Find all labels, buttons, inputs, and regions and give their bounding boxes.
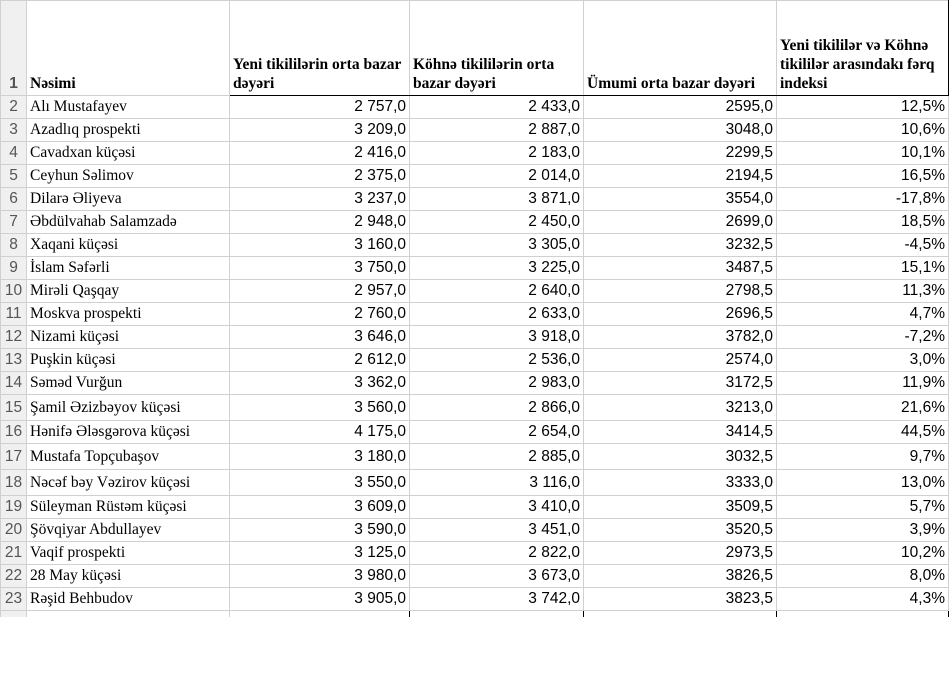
row-number[interactable]: 19 [1,496,27,519]
difference-cell[interactable]: -17,8% [777,188,949,211]
difference-cell[interactable]: 4,3% [777,588,949,611]
average-value-cell[interactable]: 3823,5 [584,588,777,611]
difference-cell[interactable]: 18,5% [777,211,949,234]
average-value-cell[interactable]: 2973,5 [584,542,777,565]
header-cell-total-average-value[interactable]: Ümumi orta bazar dəyəri [584,1,777,96]
header-cell-old-buildings-value[interactable]: Köhnə tikililərin orta bazar dəyəri [410,1,584,96]
difference-cell[interactable]: 9,7% [777,444,949,470]
new-value-cell[interactable]: 3 905,0 [230,588,410,611]
table-row [1,280,949,303]
old-value-cell[interactable]: 2 450,0 [410,211,584,234]
difference-cell[interactable]: 16,5% [777,165,949,188]
street-cell[interactable]: 28 May küçəsi [27,565,230,588]
difference-cell[interactable]: -7,2% [777,326,949,349]
table-row [1,234,949,257]
old-value-cell[interactable]: 3 742,0 [410,588,584,611]
new-value-cell[interactable]: 4 175,0 [230,421,410,444]
new-value-cell[interactable]: 3 750,0 [230,257,410,280]
difference-cell[interactable]: -4,5% [777,234,949,257]
new-value-cell[interactable]: 3 209,0 [230,119,410,142]
new-value-cell[interactable]: 3 362,0 [230,372,410,395]
average-value-cell[interactable]: 3509,5 [584,496,777,519]
average-value-cell[interactable]: 3520,5 [584,519,777,542]
row-number[interactable]: 4 [1,142,27,165]
row-number[interactable]: 3 [1,119,27,142]
new-value-cell[interactable]: 2 757,0 [230,96,410,119]
table-row [1,349,949,372]
street-cell[interactable]: Puşkin küçəsi [27,349,230,372]
table-row [1,395,949,421]
table-row [1,519,949,542]
empty-cell[interactable] [230,611,410,618]
new-value-cell[interactable]: 3 646,0 [230,326,410,349]
new-value-cell[interactable]: 2 760,0 [230,303,410,326]
table-row [1,372,949,395]
average-value-cell[interactable]: 2699,0 [584,211,777,234]
row-number[interactable]: 1 [1,1,27,96]
partial-row [1,611,949,618]
row-number[interactable]: 21 [1,542,27,565]
old-value-cell[interactable]: 2 633,0 [410,303,584,326]
table-row [1,588,949,611]
difference-cell[interactable]: 10,2% [777,542,949,565]
new-value-cell[interactable]: 2 375,0 [230,165,410,188]
average-value-cell[interactable]: 3032,5 [584,444,777,470]
new-value-cell[interactable]: 3 609,0 [230,496,410,519]
header-cell-difference-index[interactable]: Yeni tikililər və Köhnə tikililər arasındakı fərq indeksi [777,1,949,96]
old-value-cell[interactable]: 2 983,0 [410,372,584,395]
difference-cell[interactable]: 11,9% [777,372,949,395]
difference-cell[interactable]: 44,5% [777,421,949,444]
old-value-cell[interactable]: 3 918,0 [410,326,584,349]
table-row [1,542,949,565]
old-value-cell[interactable]: 2 822,0 [410,542,584,565]
table-row [1,444,949,470]
street-cell[interactable]: Nəcəf bəy Vəzirov küçəsi [27,470,230,496]
average-value-cell[interactable]: 3487,5 [584,257,777,280]
average-value-cell[interactable]: 3232,5 [584,234,777,257]
row-number[interactable]: 18 [1,470,27,496]
new-value-cell[interactable]: 2 612,0 [230,349,410,372]
row-number[interactable]: 22 [1,565,27,588]
old-value-cell[interactable]: 3 305,0 [410,234,584,257]
average-value-cell[interactable]: 2194,5 [584,165,777,188]
table-row [1,326,949,349]
difference-cell[interactable]: 5,7% [777,496,949,519]
row-number[interactable]: 12 [1,326,27,349]
street-cell[interactable]: İslam Səfərli [27,257,230,280]
difference-cell[interactable]: 8,0% [777,565,949,588]
difference-cell[interactable]: 15,1% [777,257,949,280]
old-value-cell[interactable]: 3 871,0 [410,188,584,211]
table-row [1,303,949,326]
street-cell[interactable]: Cavadxan küçəsi [27,142,230,165]
difference-cell[interactable]: 13,0% [777,470,949,496]
row-number[interactable]: 10 [1,280,27,303]
new-value-cell[interactable]: 3 550,0 [230,470,410,496]
table-row [1,119,949,142]
street-cell[interactable]: Əbdülvahab Salamzadə [27,211,230,234]
street-cell[interactable]: Alı Mustafayev [27,96,230,119]
street-cell[interactable]: Azadlıq prospekti [27,119,230,142]
new-value-cell[interactable]: 3 590,0 [230,519,410,542]
table-row [1,565,949,588]
average-value-cell[interactable]: 3782,0 [584,326,777,349]
street-cell[interactable]: Ceyhun Səlimov [27,165,230,188]
average-value-cell[interactable]: 3826,5 [584,565,777,588]
new-value-cell[interactable]: 3 560,0 [230,395,410,421]
average-value-cell[interactable]: 3213,0 [584,395,777,421]
new-value-cell[interactable]: 3 237,0 [230,188,410,211]
street-cell[interactable]: Şövqiyar Abdullayev [27,519,230,542]
street-cell[interactable]: Mirəli Qaşqay [27,280,230,303]
table-row [1,165,949,188]
difference-cell[interactable]: 10,1% [777,142,949,165]
row-number[interactable]: 16 [1,421,27,444]
empty-cell[interactable] [410,611,584,618]
street-cell[interactable]: Mustafa Topçubaşov [27,444,230,470]
row-number[interactable]: 15 [1,395,27,421]
street-cell[interactable]: Rəşid Behbudov [27,588,230,611]
street-cell[interactable]: Moskva prospekti [27,303,230,326]
table-row [1,257,949,280]
row-number[interactable]: 6 [1,188,27,211]
header-cell-district[interactable]: Nəsimi [27,1,230,96]
row-number[interactable]: 8 [1,234,27,257]
old-value-cell[interactable]: 2 433,0 [410,96,584,119]
old-value-cell[interactable]: 2 183,0 [410,142,584,165]
street-cell[interactable]: Səməd Vurğun [27,372,230,395]
average-value-cell[interactable]: 2574,0 [584,349,777,372]
difference-cell[interactable]: 12,5% [777,96,949,119]
street-cell[interactable]: Dilarə Əliyeva [27,188,230,211]
old-value-cell[interactable]: 3 673,0 [410,565,584,588]
difference-cell[interactable]: 3,0% [777,349,949,372]
average-value-cell[interactable]: 3172,5 [584,372,777,395]
new-value-cell[interactable]: 3 160,0 [230,234,410,257]
row-number[interactable]: 23 [1,588,27,611]
old-value-cell[interactable]: 3 410,0 [410,496,584,519]
average-value-cell[interactable]: 3414,5 [584,421,777,444]
difference-cell[interactable]: 11,3% [777,280,949,303]
average-value-cell[interactable]: 2798,5 [584,280,777,303]
row-number[interactable]: 9 [1,257,27,280]
row-number[interactable]: 2 [1,96,27,119]
header-cell-new-buildings-value[interactable]: Yeni tikililərin orta bazar dəyəri [230,1,410,96]
old-value-cell[interactable]: 2 014,0 [410,165,584,188]
table-row [1,470,949,496]
row-number[interactable]: 11 [1,303,27,326]
row-number[interactable]: 17 [1,444,27,470]
row-number[interactable]: 7 [1,211,27,234]
old-value-cell[interactable]: 3 225,0 [410,257,584,280]
new-value-cell[interactable]: 2 416,0 [230,142,410,165]
old-value-cell[interactable]: 2 887,0 [410,119,584,142]
average-value-cell[interactable]: 3554,0 [584,188,777,211]
row-number[interactable]: 20 [1,519,27,542]
empty-cell[interactable] [27,611,230,618]
new-value-cell[interactable]: 2 948,0 [230,211,410,234]
table-row [1,96,949,119]
new-value-cell[interactable]: 3 180,0 [230,444,410,470]
row-number[interactable]: 14 [1,372,27,395]
table-row [1,421,949,444]
old-value-cell[interactable]: 2 866,0 [410,395,584,421]
new-value-cell[interactable]: 2 957,0 [230,280,410,303]
street-cell[interactable]: Nizami küçəsi [27,326,230,349]
difference-cell[interactable]: 3,9% [777,519,949,542]
street-cell[interactable]: Şamil Əzizbəyov küçəsi [27,395,230,421]
empty-cell[interactable] [777,611,949,618]
average-value-cell[interactable]: 3333,0 [584,470,777,496]
empty-cell[interactable] [1,611,27,618]
old-value-cell[interactable]: 2 640,0 [410,280,584,303]
street-cell[interactable]: Hənifə Ələsgərova küçəsi [27,421,230,444]
average-value-cell[interactable]: 2696,5 [584,303,777,326]
average-value-cell[interactable]: 3048,0 [584,119,777,142]
old-value-cell[interactable]: 3 116,0 [410,470,584,496]
average-value-cell[interactable]: 2299,5 [584,142,777,165]
table-row [1,211,949,234]
street-cell[interactable]: Xaqani küçəsi [27,234,230,257]
street-cell[interactable]: Süleyman Rüstəm küçəsi [27,496,230,519]
table-row [1,142,949,165]
row-number[interactable]: 13 [1,349,27,372]
old-value-cell[interactable]: 2 536,0 [410,349,584,372]
table-row [1,188,949,211]
new-value-cell[interactable]: 3 980,0 [230,565,410,588]
old-value-cell[interactable]: 2 654,0 [410,421,584,444]
old-value-cell[interactable]: 2 885,0 [410,444,584,470]
street-cell[interactable]: Vaqif prospekti [27,542,230,565]
difference-cell[interactable]: 4,7% [777,303,949,326]
new-value-cell[interactable]: 3 125,0 [230,542,410,565]
header-row [1,1,949,96]
old-value-cell[interactable]: 3 451,0 [410,519,584,542]
table-row [1,496,949,519]
row-number[interactable]: 5 [1,165,27,188]
difference-cell[interactable]: 10,6% [777,119,949,142]
difference-cell[interactable]: 21,6% [777,395,949,421]
empty-cell[interactable] [584,611,777,618]
average-value-cell[interactable]: 2595,0 [584,96,777,119]
